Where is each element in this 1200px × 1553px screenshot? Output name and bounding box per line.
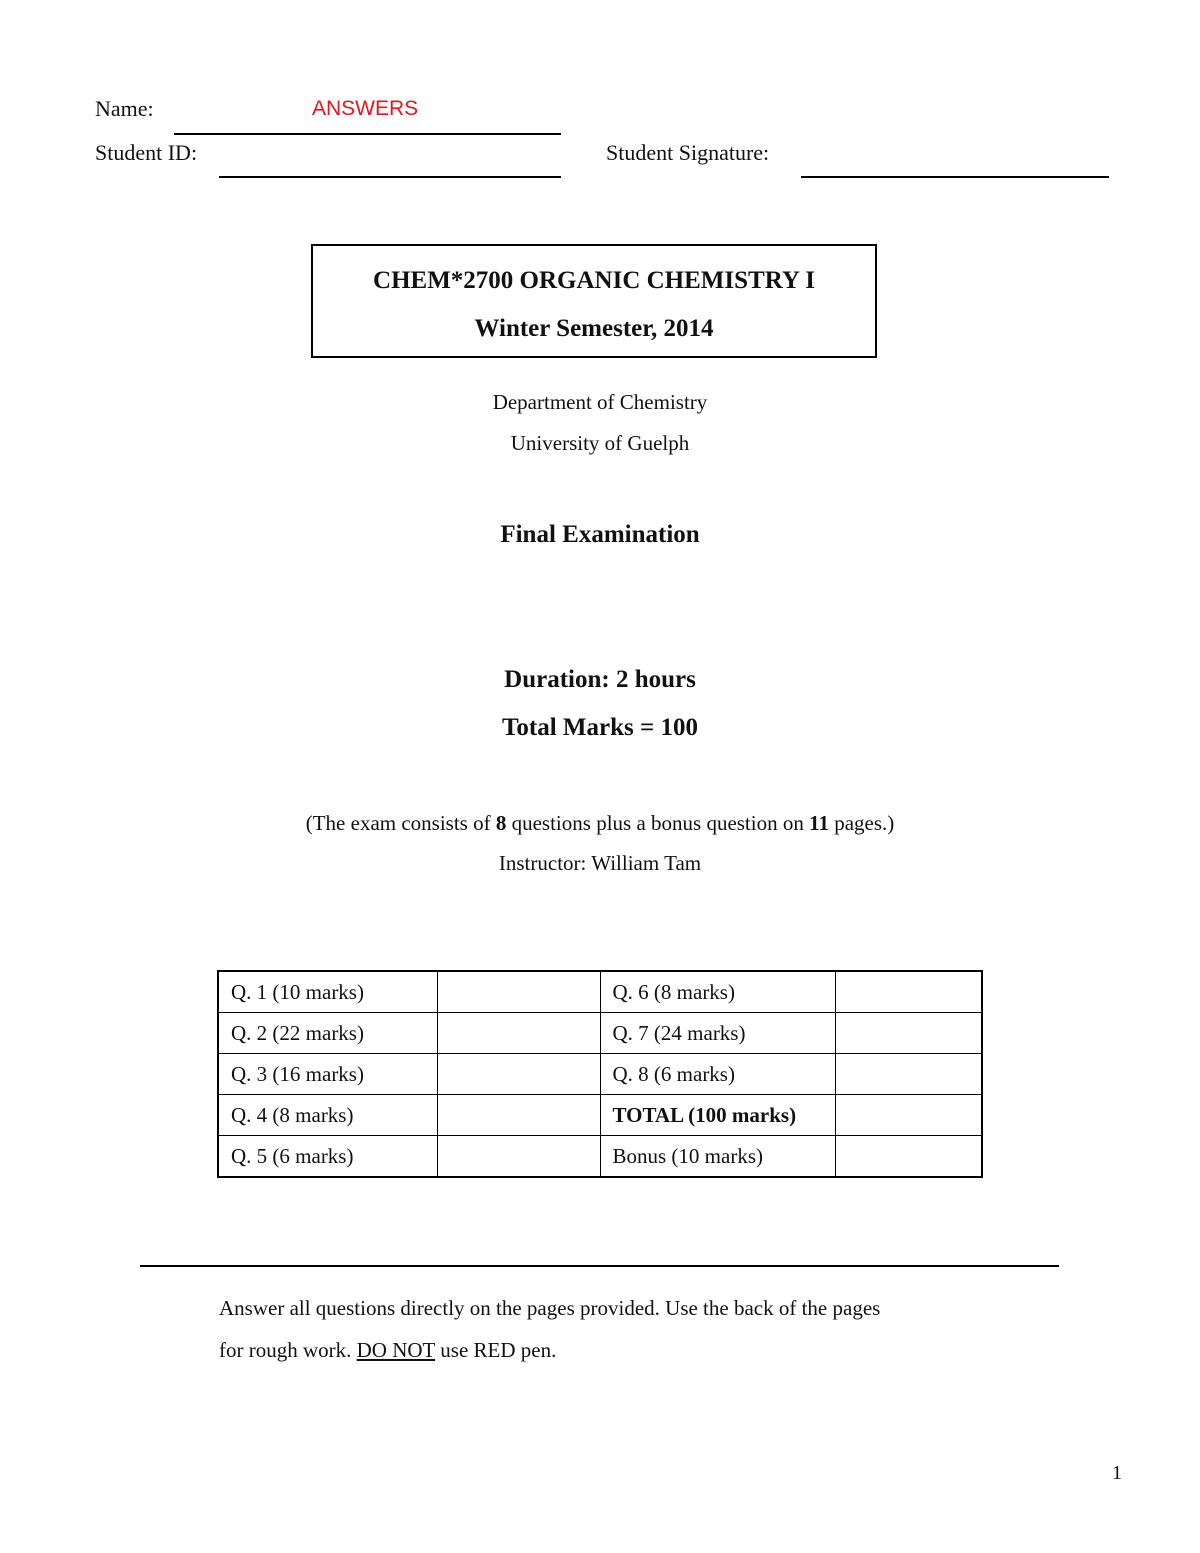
exam-info-text: pages.) (828, 811, 895, 835)
signature-field[interactable] (801, 176, 1109, 178)
score-cell[interactable] (437, 1054, 600, 1095)
course-title-box (311, 244, 877, 358)
duration: Duration: 2 hours (504, 666, 696, 693)
separator-line (140, 1265, 1059, 1267)
question-label: Q. 5 (6 marks) (218, 1136, 437, 1178)
question-label: Q. 1 (10 marks) (218, 971, 437, 1013)
exam-title: Final Examination (500, 521, 700, 548)
bonus-label: Bonus (10 marks) (600, 1136, 835, 1178)
question-label: Q. 2 (22 marks) (218, 1013, 437, 1054)
table-row (218, 1136, 982, 1178)
score-cell[interactable] (835, 971, 982, 1013)
instructions-line-2 (219, 1338, 556, 1363)
score-cell[interactable] (835, 1013, 982, 1054)
exam-info (0, 811, 1200, 836)
name-value[interactable]: ANSWERS (312, 97, 419, 120)
student-id-field[interactable] (219, 176, 561, 178)
table-row (218, 1013, 982, 1054)
table-row (218, 1095, 982, 1136)
question-label: Q. 4 (8 marks) (218, 1095, 437, 1136)
score-cell[interactable] (437, 971, 600, 1013)
question-label: Q. 3 (16 marks) (218, 1054, 437, 1095)
exam-info-text: questions plus a bonus question on (506, 811, 810, 835)
bonus-score-cell[interactable] (835, 1136, 982, 1178)
marks-table (217, 970, 983, 1178)
signature-label: Student Signature: (606, 140, 770, 165)
instructions-text: for rough work. (219, 1338, 357, 1362)
university: University of Guelph (510, 431, 690, 455)
question-label: Q. 8 (6 marks) (600, 1054, 835, 1095)
course-title: CHEM*2700 ORGANIC CHEMISTRY I (373, 267, 815, 294)
name-underline (174, 133, 561, 135)
table-row (218, 971, 982, 1013)
question-label: Q. 6 (8 marks) (600, 971, 835, 1013)
page-number: 1 (1112, 1462, 1122, 1484)
score-cell[interactable] (835, 1054, 982, 1095)
total-marks: Total Marks = 100 (502, 714, 698, 741)
instructions-line-1: Answer all questions directly on the pages provided. Use the back of the pages (219, 1296, 881, 1320)
instructions-text: use RED pen. (435, 1338, 557, 1362)
score-cell[interactable] (437, 1136, 600, 1178)
exam-info-text: (The exam consists of (305, 811, 496, 835)
instructor: Instructor: William Tam (498, 851, 702, 875)
question-label: Q. 7 (24 marks) (600, 1013, 835, 1054)
table-row (218, 1054, 982, 1095)
do-not-emphasis: DO NOT (356, 1338, 436, 1362)
total-score-cell[interactable] (835, 1095, 982, 1136)
questions-count: 8 (495, 811, 507, 835)
score-cell[interactable] (437, 1013, 600, 1054)
semester-title: Winter Semester, 2014 (474, 315, 714, 342)
pages-count: 11 (809, 811, 829, 835)
name-label: Name: (95, 96, 154, 121)
score-cell[interactable] (437, 1095, 600, 1136)
total-label: TOTAL (100 marks) (600, 1095, 835, 1136)
department: Department of Chemistry (492, 390, 708, 414)
student-id-label: Student ID: (95, 140, 198, 165)
